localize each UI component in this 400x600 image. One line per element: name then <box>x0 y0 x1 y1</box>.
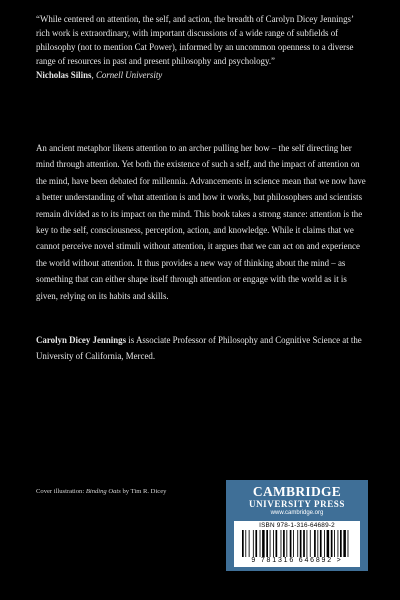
author-bio-text: is Associate Professor of Philosophy and Cognitive Science at the University of California, Merced. <box>36 335 362 362</box>
publisher-box <box>226 480 368 571</box>
isbn-label: ISBN 978-1-316-64689-2 <box>259 522 335 529</box>
barcode-icon <box>242 530 352 558</box>
publisher-subtitle: UNIVERSITY PRESS <box>248 499 346 509</box>
author-bio <box>36 332 366 365</box>
author-name: Carolyn Dicey Jennings <box>36 335 127 345</box>
endorsement <box>36 12 366 82</box>
cover-credit-suffix: by Tim R. Dicey <box>120 488 167 495</box>
cover-credit-prefix: Cover illustration: <box>36 488 86 495</box>
endorser-institution: Cornell University <box>95 70 163 80</box>
cover-credit-title: Binding Oats <box>85 488 121 495</box>
book-description: An ancient metaphor likens attention to an archer pulling her bow – the self directing her mind through attention. Yet both the existence of such a self, and the impact of attention on the mind, have been debated for millennia. Advancements in science mean that we now have a better understanding of what attention is and how it works, but philosophers and scientists remain divided as to its impact on the mind. This book takes a strong stance: attention is the key to the self, consciousness, perception, action, and knowledge. While it claims that we cannot perceive novel stimuli without attention, it argues that we can act on and experience the world without attention. It thus provides a new way of thinking about the mind – as something that can either shape itself through attention or engage with the world as it is given, relying on its habits and skills. <box>36 143 366 301</box>
endorsement-attribution <box>36 68 366 82</box>
barcode-panel <box>234 521 360 567</box>
publisher-url: www.cambridge.org <box>270 510 324 516</box>
barcode-digits: 9 781316 646892 > <box>251 557 343 564</box>
publisher-name: CAMBRIDGE <box>252 484 342 499</box>
attribution-separator: , <box>91 70 96 80</box>
endorser-name: Nicholas Silins <box>36 70 92 80</box>
endorsement-quote: “While centered on attention, the self, and action, the breadth of Carolyn Dicey Jennings’ rich work is extraordinary, with important discussions of a wide range of subfields of philosophy (not to mention Cat Power), informed by an uncommon openness to a diverse range of resources in past and present philosophy and psychology.” <box>36 14 354 66</box>
